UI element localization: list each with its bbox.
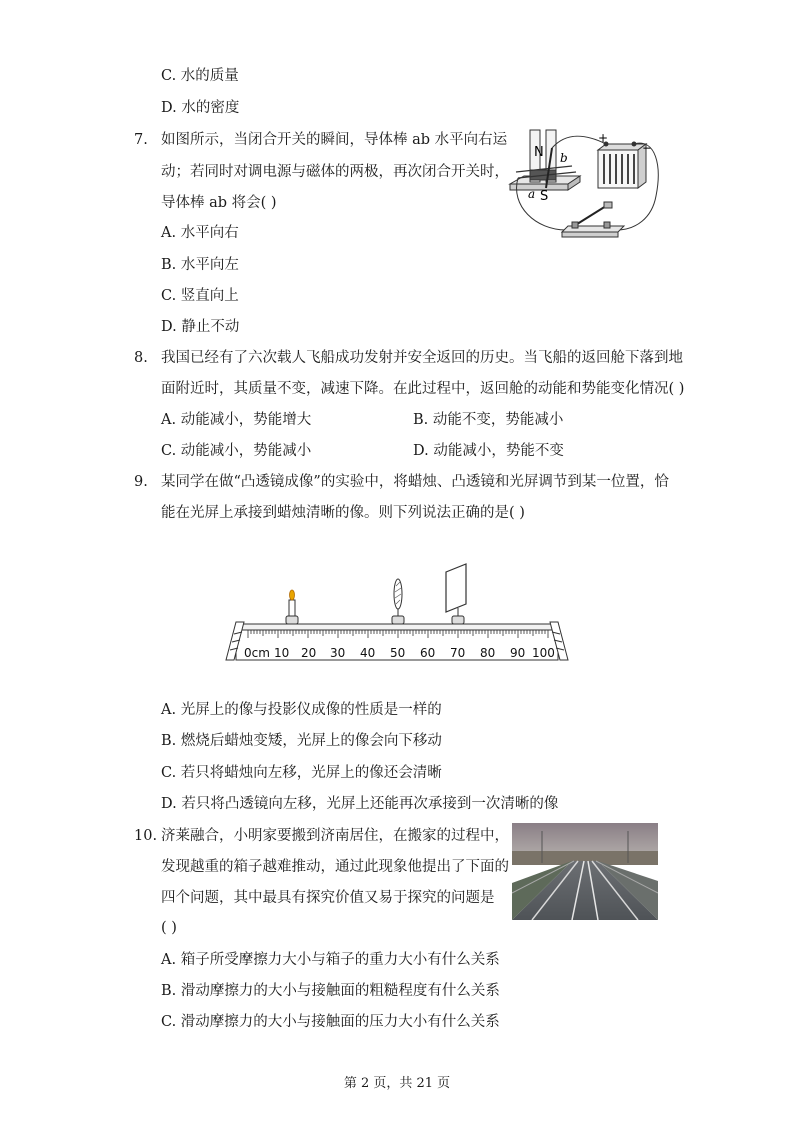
q10-stem-line-4: ( ) bbox=[161, 920, 177, 936]
q8-option-a: A. 动能减小，势能增大 bbox=[161, 412, 312, 428]
q8-stem-line-1: 我国已经有了六次载人飞船成功发射并安全返回的历史。当飞船的返回舱下落到地 bbox=[161, 350, 683, 366]
q9-stem-line-1: 某同学在做“凸透镜成像”的实验中，将蜡烛、凸透镜和光屏调节到某一位置，恰 bbox=[161, 474, 669, 490]
q7-stem-line-2: 动；若同时对调电源与磁体的两极，再次闭合开关时， bbox=[161, 164, 509, 180]
rod-b-label: b bbox=[560, 151, 568, 165]
magnet-s-label: S bbox=[540, 189, 549, 204]
q7-stem-line-1: 如图所示，当闭合开关的瞬间，导体棒 ab 水平向右运 bbox=[161, 132, 508, 148]
q10-option-b: B. 滑动摩擦力的大小与接触面的粗糙程度有什么关系 bbox=[161, 983, 500, 999]
q9-number: 9. bbox=[134, 474, 148, 490]
ruler-label-40: 40 bbox=[360, 646, 376, 660]
q8-option-b: B. 动能不变，势能减小 bbox=[413, 412, 564, 428]
q9-option-d: D. 若只将凸透镜向左移，光屏上还能再次承接到一次清晰的像 bbox=[161, 796, 559, 812]
convex-lens bbox=[392, 579, 404, 624]
electromagnet-circuit-figure bbox=[506, 126, 664, 244]
ruler-label-0: 0cm bbox=[244, 646, 270, 660]
q10-number: 10. bbox=[134, 828, 158, 844]
candle bbox=[286, 590, 298, 624]
page-footer: 第 2 页，共 21 页 bbox=[343, 1076, 451, 1091]
ruler-label-30: 30 bbox=[330, 646, 346, 660]
magnet-n-label: N bbox=[534, 145, 544, 160]
q10-option-a: A. 箱子所受摩擦力大小与箱子的重力大小有什么关系 bbox=[161, 952, 500, 968]
q9-option-b: B. 燃烧后蜡烛变矮，光屏上的像会向下移动 bbox=[161, 733, 442, 749]
q8-number: 8. bbox=[134, 350, 148, 366]
q7-number: 7. bbox=[134, 132, 148, 148]
battery-minus-label: − bbox=[642, 141, 653, 155]
q7-option-d: D. 静止不动 bbox=[161, 319, 240, 335]
ruler-label-60: 60 bbox=[420, 646, 436, 660]
ruler-label-80: 80 bbox=[480, 646, 496, 660]
q10-stem-line-2: 发现越重的箱子越难推动，通过此现象他提出了下面的 bbox=[161, 859, 509, 875]
q7-option-b: B. 水平向左 bbox=[161, 257, 239, 273]
optical-bench-figure bbox=[222, 560, 574, 666]
q7-option-c: C. 竖直向上 bbox=[161, 288, 239, 304]
q8-stem-line-2: 面附近时，其质量不变，减速下降。在此过程中，返回舱的动能和势能变化情况( ) bbox=[161, 381, 685, 397]
q6-option-d: D. 水的密度 bbox=[161, 100, 240, 116]
q9-option-c: C. 若只将蜡烛向左移，光屏上的像还会清晰 bbox=[161, 765, 442, 781]
q6-option-c: C. 水的质量 bbox=[161, 68, 239, 84]
q9-option-a: A. 光屏上的像与投影仪成像的性质是一样的 bbox=[161, 702, 442, 718]
q9-stem-line-2: 能在光屏上承接到蜡烛清晰的像。则下列说法正确的是( ) bbox=[161, 505, 525, 521]
battery-plus-label: + bbox=[598, 131, 609, 145]
rod-a-label: a bbox=[528, 187, 536, 201]
ruler-label-20: 20 bbox=[301, 646, 317, 660]
ruler-label-100: 100 bbox=[532, 646, 555, 660]
q8-option-d: D. 动能减小，势能不变 bbox=[413, 443, 564, 459]
ruler-label-10: 10 bbox=[274, 646, 290, 660]
light-screen bbox=[446, 564, 466, 624]
q8-option-c: C. 动能减小，势能减小 bbox=[161, 443, 312, 459]
q7-option-a: A. 水平向右 bbox=[161, 225, 239, 241]
q7-stem-line-3: 导体棒 ab 将会( ) bbox=[161, 195, 277, 211]
ruler-label-90: 90 bbox=[510, 646, 526, 660]
q10-stem-line-1: 济莱融合，小明家要搬到济南居住，在搬家的过程中， bbox=[161, 828, 509, 844]
q10-stem-line-3: 四个问题，其中最具有探究价值又易于探究的问题是 bbox=[161, 890, 495, 906]
ruler-label-70: 70 bbox=[450, 646, 466, 660]
road-photo bbox=[512, 823, 658, 920]
ruler-label-50: 50 bbox=[390, 646, 406, 660]
q10-option-c: C. 滑动摩擦力的大小与接触面的压力大小有什么关系 bbox=[161, 1014, 500, 1030]
